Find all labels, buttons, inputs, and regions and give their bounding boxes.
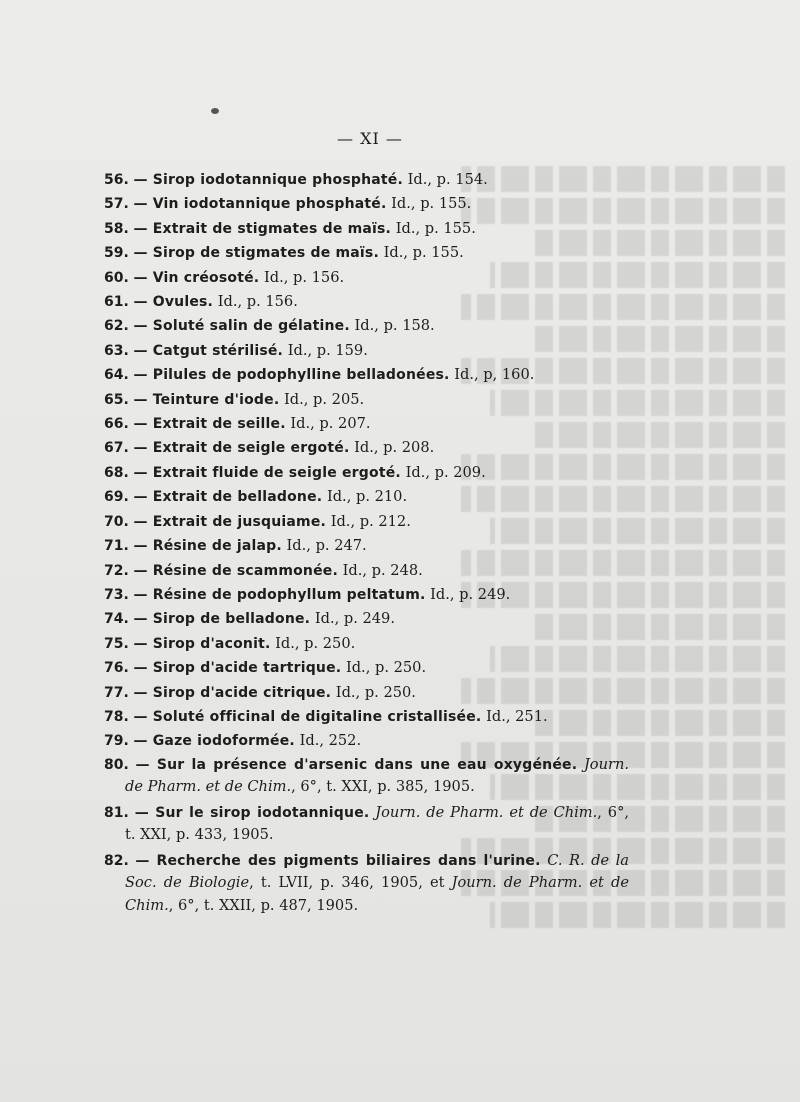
entry-reference: Id., p. 155. xyxy=(391,219,476,237)
entry-reference: Id., p, 160. xyxy=(449,366,535,384)
entry-title: — Vin iodotannique phosphaté. xyxy=(133,196,387,213)
list-item xyxy=(104,705,629,729)
entry-number: 62. xyxy=(104,318,129,335)
entry-title: — Résine de scammonée. xyxy=(133,562,339,579)
entry-reference: Id., p. 210. xyxy=(322,488,408,506)
entry-title: — Sirop iodotannique phosphaté. xyxy=(133,172,403,188)
entry-number: 75. xyxy=(104,635,129,652)
entry-reference: Id., p. 249. xyxy=(425,585,511,603)
entry-reference: Id., p. 154. xyxy=(403,171,488,188)
entry-number: 67. xyxy=(104,440,129,457)
entry-number: 82. xyxy=(104,852,129,869)
list-item xyxy=(104,339,629,363)
entry-number: 81. xyxy=(104,804,129,821)
entry-reference: Id., p. 155. xyxy=(386,195,472,213)
entry-title: — Sirop d'acide tartrique. xyxy=(133,660,342,677)
entry-reference: Id., p. 248. xyxy=(338,561,423,579)
publication-list xyxy=(104,168,629,920)
entry-reference: Id., p. 209. xyxy=(400,463,486,481)
entry-number: 73. xyxy=(104,586,129,603)
list-item xyxy=(104,436,629,460)
list-item xyxy=(104,559,629,583)
list-item xyxy=(104,241,629,265)
page-number-header: — XI — xyxy=(337,129,403,148)
entry-number: 64. xyxy=(104,367,129,384)
entry-number: 76. xyxy=(104,660,129,677)
entry-title: — Sur la présence d'arsenic dans une eau oxygénée. xyxy=(135,756,578,773)
entry-reference: Id., 252. xyxy=(294,732,362,750)
entry-title: — Sur le sirop iodotannique. xyxy=(134,804,370,821)
entry-number: 77. xyxy=(104,684,129,701)
list-item xyxy=(104,192,629,216)
list-item xyxy=(104,754,629,799)
entry-title: — Résine de jalap. xyxy=(133,538,282,555)
entry-reference: Id., p. 208. xyxy=(349,439,435,457)
list-item xyxy=(104,607,629,631)
entry-number: 56. xyxy=(104,172,129,188)
entry-number: 74. xyxy=(104,611,129,628)
entry-number: 71. xyxy=(104,538,129,555)
entry-title: — Sirop d'acide citrique. xyxy=(133,684,332,701)
entry-reference: Id., p. 250. xyxy=(331,683,416,701)
entry-number: 80. xyxy=(104,756,129,773)
list-item xyxy=(104,850,629,918)
entry-reference: Id., p. 159. xyxy=(283,341,368,359)
entry-title: — Soluté officinal de digitaline cristallisée. xyxy=(133,708,482,725)
entry-number: 72. xyxy=(104,562,129,579)
list-item xyxy=(104,632,629,656)
entry-number: 60. xyxy=(104,269,129,286)
entry-title: — Soluté salin de gélatine. xyxy=(133,318,350,335)
entry-title: — Teinture d'iode. xyxy=(133,391,280,408)
entry-title: — Extrait de seigle ergoté. xyxy=(133,440,350,457)
entry-title: — Catgut stérilisé. xyxy=(133,342,284,359)
list-item xyxy=(104,314,629,338)
list-item xyxy=(104,266,629,290)
list-item xyxy=(104,412,629,436)
list-item xyxy=(104,388,629,412)
list-item xyxy=(104,168,629,192)
entry-number: 59. xyxy=(104,245,129,262)
entry-reference: , 6°, t. XXI, p. 385, 1905. xyxy=(291,778,475,796)
entry-title: — Sirop d'aconit. xyxy=(133,635,271,652)
entry-reference: Id., p. 155. xyxy=(378,244,464,262)
entry-reference: Id., p. 158. xyxy=(349,317,435,335)
entry-number: 79. xyxy=(104,733,129,750)
entry-title: — Recherche des pigments biliaires dans l'urine. xyxy=(135,852,541,869)
entry-number: 63. xyxy=(104,342,129,359)
entry-reference: Id., 251. xyxy=(481,707,548,725)
entry-reference: Id., p. 250. xyxy=(270,634,356,652)
journal-name: Journ. de Pharm. et de Chim. xyxy=(125,874,630,914)
entry-title: — Sirop de belladone. xyxy=(133,611,311,628)
entry-reference xyxy=(577,756,584,773)
entry-reference: , t. LVII, p. 346, 1905, et xyxy=(249,874,452,892)
entry-reference: Id., p. 212. xyxy=(326,512,411,530)
list-item xyxy=(104,802,629,847)
list-item xyxy=(104,510,629,534)
entry-title: — Ovules. xyxy=(133,294,214,311)
entry-number: 61. xyxy=(104,294,129,311)
entry-reference: Id., p. 156. xyxy=(213,293,298,311)
list-item xyxy=(104,290,629,314)
list-item xyxy=(104,729,629,753)
entry-number: 66. xyxy=(104,416,129,433)
entry-number: 70. xyxy=(104,513,129,530)
entry-number: 57. xyxy=(104,196,129,213)
entry-reference: Id., p. 207. xyxy=(285,415,371,433)
entry-title: — Résine de podophyllum peltatum. xyxy=(133,586,426,603)
entry-title: — Vin créosoté. xyxy=(133,269,260,286)
entry-title: — Gaze iodoformée. xyxy=(133,733,295,750)
entry-number: 58. xyxy=(104,220,129,237)
journal-name: Journ. de Pharm. et de Chim. xyxy=(125,755,630,796)
entry-reference: Id., p. 250. xyxy=(341,659,427,677)
entry-title: — Extrait de stigmates de maïs. xyxy=(133,220,392,237)
list-item xyxy=(104,534,629,558)
entry-number: 65. xyxy=(104,391,129,408)
entry-number: 78. xyxy=(104,708,129,725)
journal-name: Journ. de Pharm. et de Chim. xyxy=(375,803,598,821)
entry-title: — Extrait fluide de seigle ergoté. xyxy=(133,464,401,481)
entry-reference: , 6°, t. XXI, p. 433, 1905. xyxy=(125,803,630,844)
entry-reference: , 6°, t. XXII, p. 487, 1905. xyxy=(168,896,359,914)
entry-reference: Id., p. 247. xyxy=(281,537,367,555)
entry-reference: Id., p. 205. xyxy=(279,390,365,408)
entry-number: 68. xyxy=(104,464,129,481)
journal-name: C. R. de la Soc. de Biologie xyxy=(125,851,630,892)
entry-title: — Extrait de seille. xyxy=(133,416,286,433)
list-item xyxy=(104,461,629,485)
entry-reference: Id., p. 249. xyxy=(310,610,395,628)
list-item xyxy=(104,681,629,705)
list-item xyxy=(104,217,629,241)
entry-title: — Extrait de belladone. xyxy=(133,489,323,506)
list-item xyxy=(104,363,629,387)
ink-speck xyxy=(211,108,219,114)
entry-title: — Extrait de jusquiame. xyxy=(133,513,327,530)
entry-reference: Id., p. 156. xyxy=(259,268,345,286)
entry-title: — Sirop de stigmates de maïs. xyxy=(133,245,379,262)
list-item xyxy=(104,583,629,607)
list-item xyxy=(104,656,629,680)
entry-title: — Pilules de podophylline belladonées. xyxy=(133,367,450,384)
entry-number: 69. xyxy=(104,489,129,506)
list-item xyxy=(104,485,629,509)
